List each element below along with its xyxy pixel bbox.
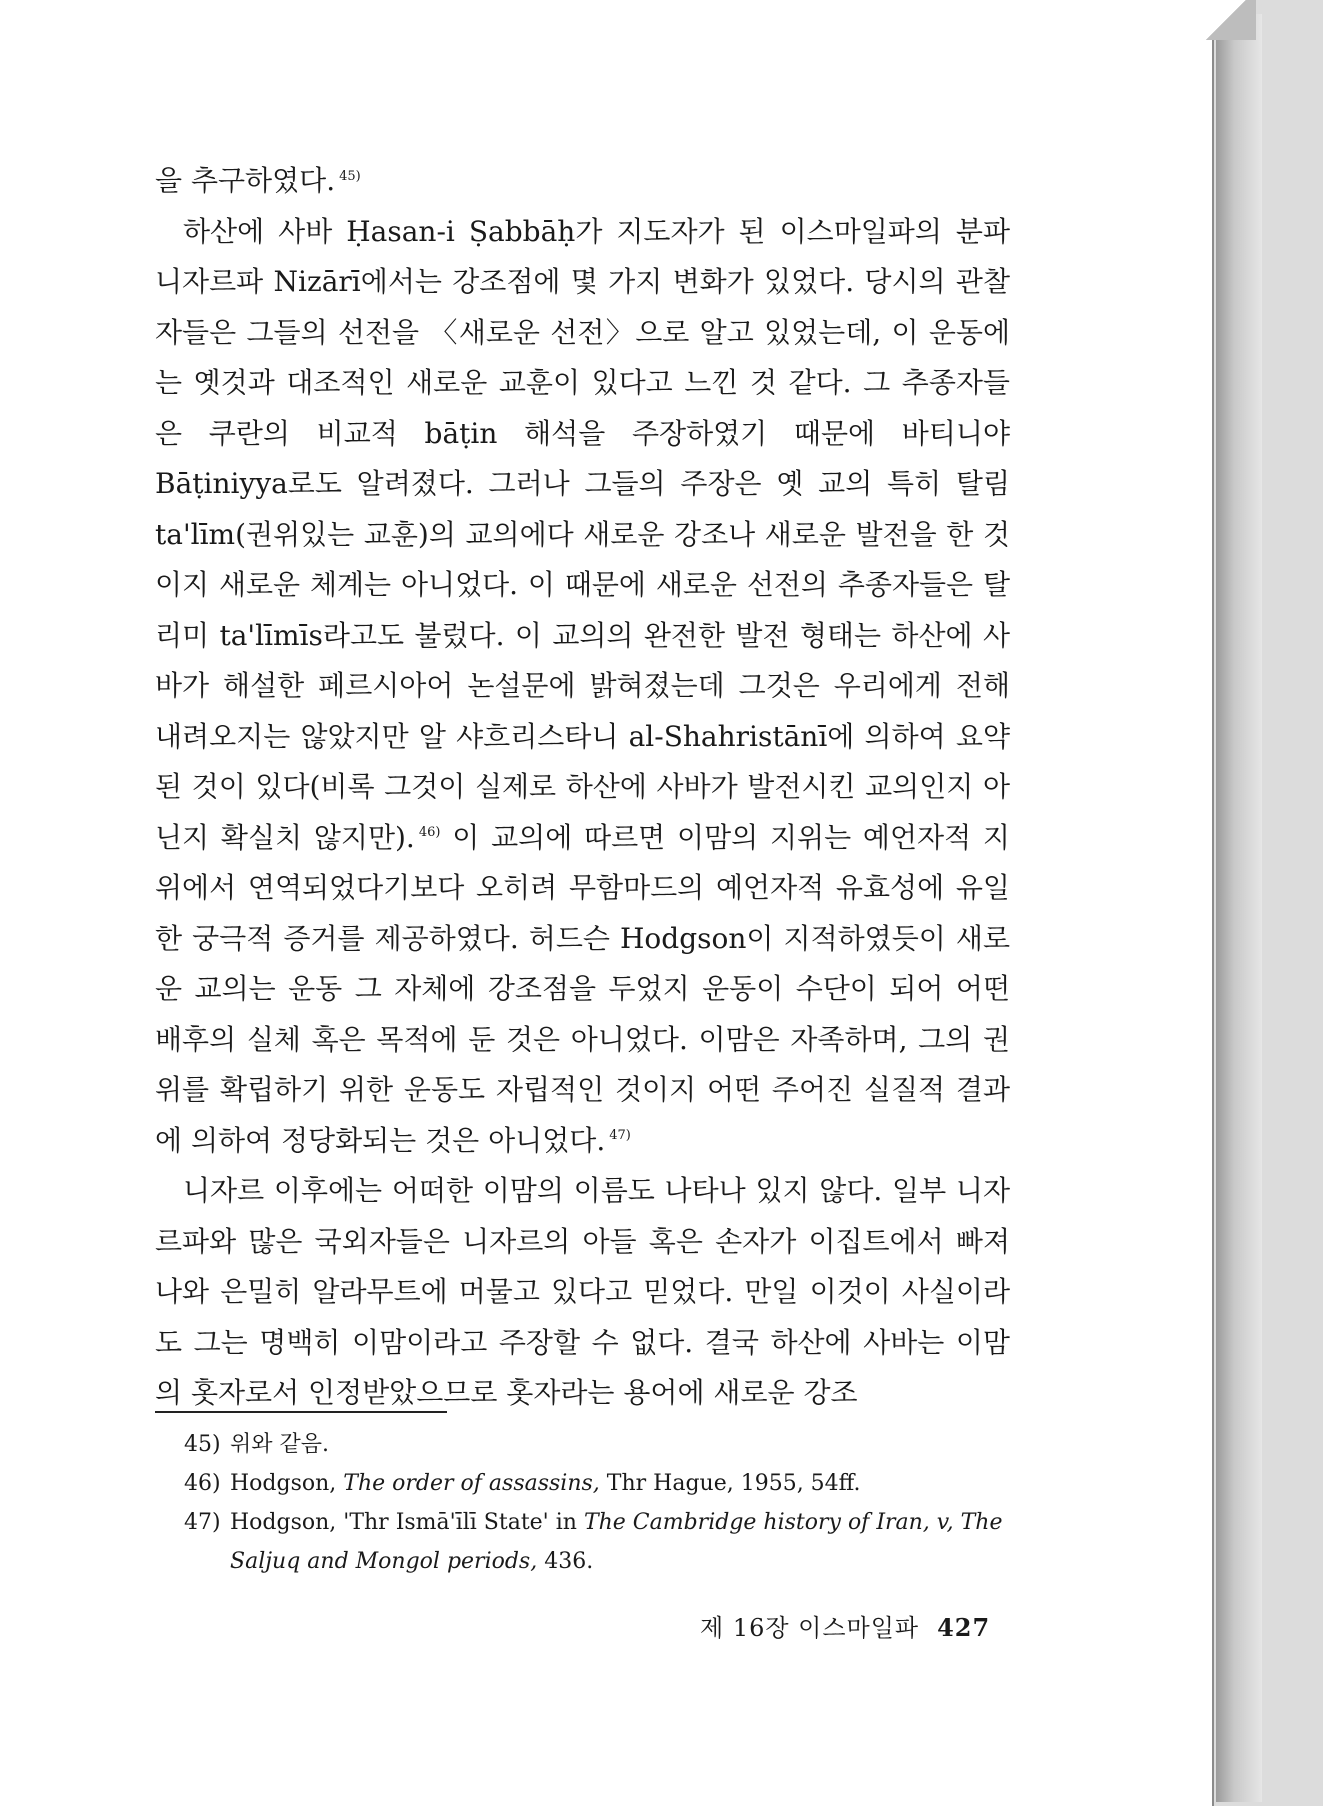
footnote-divider	[155, 1411, 447, 1413]
footnote-47: 47) Hodgson, 'Thr Ismā'īlī State' in The Cambridge history of Iran, v, The Saljuq and Mongol periods, 436.	[184, 1510, 1003, 1574]
footnote-45: 45) 위와 같음.	[184, 1432, 329, 1457]
page-corner	[1196, 0, 1256, 40]
footnote-ref-47: 47)	[609, 1128, 631, 1144]
footnotes	[184, 1425, 1014, 1581]
paragraph-2: 하산에 사바 Ḥasan-i Ṣabbāḥ가 지도자가 된 이스마일파의 분파 니자르파 Nizārī에서는 강조점에 몇 가지 변화가 있었다. 당시의 관찰자들은 그들의 선전을 〈새로운 선전〉으로 알고 있었는데, 이 운동에는 옛것과 대조적인 새로운 교훈이 있다고 느낀 것 같다. 그 추종자들은 쿠란의 비교적 bāṭin 해석을 주장하였기 때문에 바티니야 Bāṭiniyya로도 알려졌다. 그러나 그들의 주장은 옛 교의 특히 탈림 ta'līm(권위있는 교훈)의 교의에다 새로운 강조나 새로운 발전을 한 것이지 새로운 체계는 아니었다. 이 때문에 새로운 선전의 추종자들은 탈리미 ta'līmīs라고도 불렀다. 이 교의의 완전한 발전 형태는 하산에 사바가 해설한 페르시아어 논설문에 밝혀졌는데 그것은 우리에게 전해 내려오지는 않았지만 알 샤흐리스타니 al-Shahristānī에 의하여 요약된 것이 있다(비록 그것이 실제로 하산에 사바가 발전시킨 교의인지 아닌지 확실치 않지만). $^{46)}$ 이 교의에 따르면 이맘의 지위는 예언자적 지위에서 연역되었다기보다 오히려 무함마드의 예언자적 유효성에 유일한 궁극적 증거를 제공하였다. 허드슨 Hodgson이 지적하였듯이 새로운 교의는 운동 그 자체에 강조점을 두었지 운동이 수단이 되어 어떤 배후의 실체 혹은 목적에 둔 것은 아니었다. 이맘은 자족하며, 그의 권위를 확립하기 위한 운동도 자립적인 것이지 어떤 주어진 실질적 결과에 의하여 정당화되는 것은 아니었다. $^{47)}$	[155, 214, 1010, 1157]
paragraph-1: 을 추구하였다. $^{45)}$	[155, 164, 361, 197]
page-number: 427	[937, 1613, 991, 1642]
paragraph-3: 니자르 이후에는 어떠한 이맘의 이름도 나타나 있지 않다. 일부 니자르파와 많은 국외자들은 니자르의 아들 혹은 손자가 이집트에서 빠져나와 은밀히 알라무트에 머물고 있다고 믿었다. 만일 이것이 사실이라도 그는 명백히 이맘이라고 주장할 수 없다. 결국 하산에 사바는 이맘의 홋자로서 인정받았으므로 홋자라는 용어에 새로운 강조	[155, 1174, 1010, 1409]
footnote-ref-45: 45)	[339, 168, 361, 184]
running-footer	[700, 1608, 990, 1643]
footnote-46: 46) Hodgson, The order of assassins, Thr Hague, 1955, 54ff.	[184, 1471, 861, 1496]
chapter-title: 제 16장 이스마일파	[700, 1614, 920, 1642]
body-text	[155, 156, 1010, 1419]
footnote-ref-46: 46)	[418, 825, 441, 841]
page-edge-shadow	[1216, 14, 1262, 1802]
